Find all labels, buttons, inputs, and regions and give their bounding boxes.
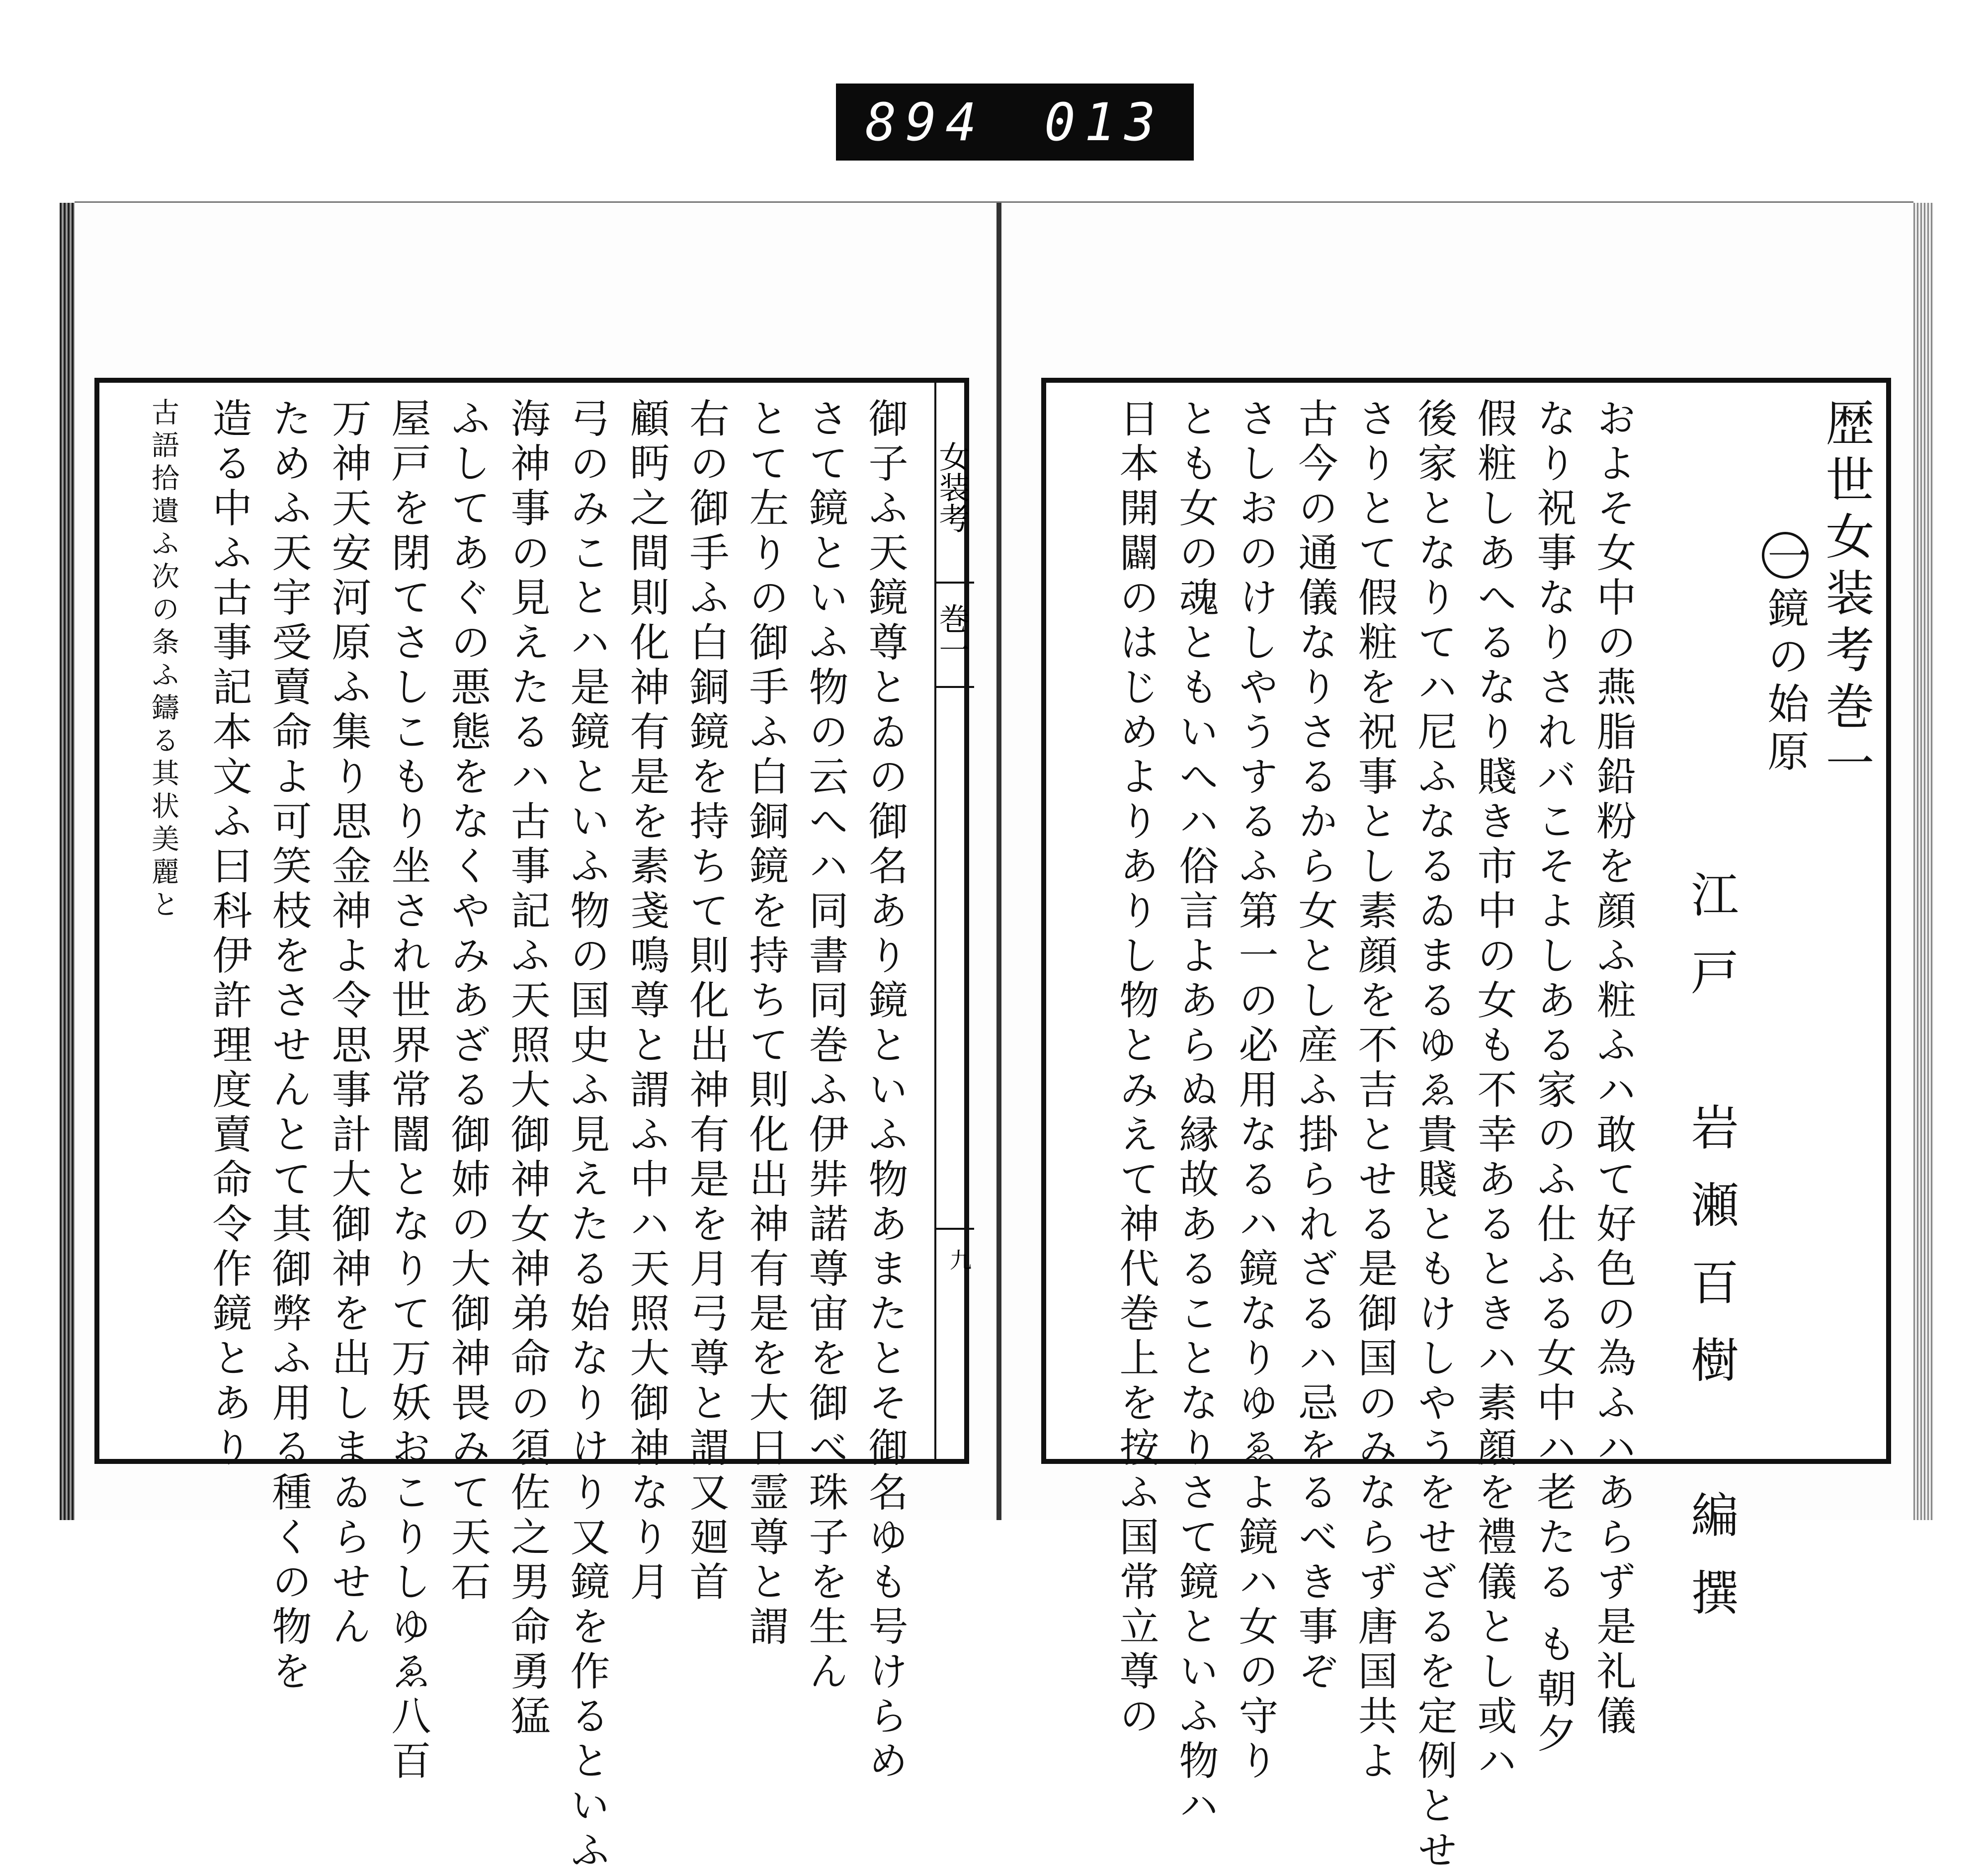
- main-title: 歴世女装考巻一: [1818, 398, 1874, 794]
- book-spread: [75, 201, 1913, 1874]
- volume-label: 巻一: [936, 582, 974, 688]
- text-column: 後家となりてハ尼ふなるゐまるゆゑ貴賤ともけしやうをせざるを定例とせ: [1411, 398, 1457, 1874]
- section-title: 鏡の始原: [1761, 587, 1810, 777]
- text-column: ためふ天宇受賣命よ可笑枝をさせんとて其御弊ふ用る種くの物を: [265, 398, 312, 1695]
- text-column: さりとて假粧を祝事とし素顔を不吉とせる是御国のみならず唐国共よ: [1351, 398, 1398, 1785]
- text-column: 弓のみことハ是鏡といふ物の国史ふ見えたる始なりけり又鏡を作るといふ: [564, 398, 610, 1874]
- archive-label-left: 894: [865, 91, 986, 153]
- text-column: 海神事の見えたるハ古事記ふ天照大御神女神弟命の須佐之男命勇猛: [504, 398, 550, 1740]
- section-number: 一: [1762, 532, 1809, 579]
- section-heading: [1762, 532, 1809, 777]
- text-column: およそ女中の燕脂鉛粉を顔ふ粧ふハ敢て好色の為ふハあらず是礼儀: [1590, 398, 1636, 1740]
- author-line: 江戸 岩瀬百樹 編撰: [1683, 870, 1739, 1645]
- text-column: 顧眄之間則化神有是を素戔鳴尊と謂ふ中ハ天照大御神なり月: [623, 398, 669, 1606]
- text-column: 古今の通儀なりさるから女とし産ふ掛られざるハ忌をるべき事ぞ: [1292, 398, 1338, 1695]
- archive-label: [836, 84, 1194, 161]
- text-column: 造る中ふ古事記本文ふ曰科伊許理度賣命令作鏡とあり: [206, 398, 252, 1471]
- text-column: 古語拾遺ふ次の条ふ鑄る其状美麗と: [147, 398, 179, 923]
- text-column: 假粧しあへるなり賤き市中の女も不幸あるときハ素顔を禮儀とし或ハ: [1471, 398, 1517, 1785]
- running-title: 女装考: [936, 393, 974, 584]
- text-column: とも女の魂ともいへハ俗言よあらぬ縁故あることなりさて鏡といふ物ハ: [1172, 398, 1219, 1829]
- text-column: とて左りの御手ふ白銅鏡を持ちて則化出神有是を大日霊尊と謂: [743, 398, 789, 1650]
- text-column: 日本開闢のはじめよりありし物とみえて神代巻上を按ふ国常立尊の: [1113, 398, 1159, 1740]
- text-column: 御子ふ天鏡尊とゐの御名あり鏡といふ物あまたとそ御名ゆも号けらめ: [862, 398, 908, 1785]
- gutter: [996, 203, 1001, 1520]
- text-column: 右の御手ふ白銅鏡を持ちて則化出神有是を月弓尊と謂又廻首: [683, 398, 729, 1606]
- page-number: 九: [936, 1228, 974, 1289]
- right-page: [1041, 378, 1891, 1874]
- text-column: なり祝事なりされバこそよしある家のふ仕ふる女中ハ老たる も朝夕: [1530, 398, 1576, 1758]
- text-column: ふしてあぐの悪態をなくやみあざる御姉の大御神畏みて天石: [444, 398, 491, 1606]
- text-column: 万神天安河原ふ集り思金神よ令思事計大御神を出しまゐらせん: [325, 398, 371, 1650]
- left-page: [94, 378, 971, 1874]
- archive-label-right: 013: [1044, 91, 1164, 153]
- text-column: さて鏡といふ物の云へハ同書同巻ふ伊弉諾尊宙を御べ珠子を生ん: [802, 398, 848, 1695]
- text-column: さしおのけしやうするふ第一の必用なるハ鏡なりゆゑよ鏡ハ女の守り: [1232, 398, 1278, 1785]
- hanshin-column: [934, 383, 976, 1459]
- text-column: 屋戸を閉てさしこもり坐され世界常闇となりて万妖おこりしゆゑ八百: [385, 398, 431, 1785]
